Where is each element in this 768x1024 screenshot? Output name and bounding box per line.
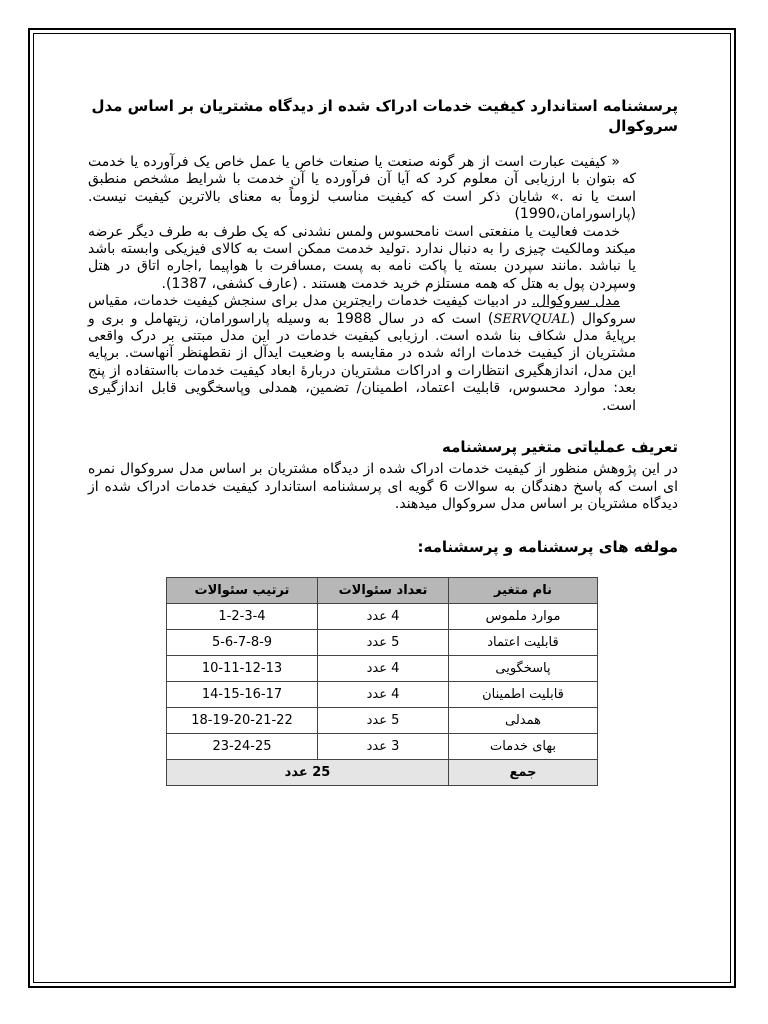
table-row — [167, 656, 598, 682]
operational-definition-text: در این پژوهش منظور از کیفیت خدمات ادراک شده از دیدگاه مشتریان بر اساس مدل سروکوال نمره ای است که پاسخ دهندگان به سوالات 6 گویه ای پرسشنامه استاندارد کیفیت خدمات ادراک شده از دیدگاه مشتریان بر اساس مدل سروکوال میدهند. — [88, 461, 678, 512]
table-row — [167, 734, 598, 760]
table-header-row — [167, 578, 598, 604]
servqual-text-b: ) است که در سال 1988 به وسیله پاراسورامان، زیتهامل و بری و برپایۀ مدل شکاف بنا شده است. ارزیابی کیفیت خدمات در این مدل مبتنی بر درک واقعی مشتریان از کیفیت خدمات ارائه شده در مقایسه با وضعیت ایدآل از نقطهنظر آنهاست. برپایه این مدل، اندازهگیری انتظارات و ادراکات مشتریان دربارۀ ابعاد کیفیت خدمات بااستفاده از پنج بعد: موارد محسوس، قابلیت اعتماد، اطمینان/ تضمین، همدلی وپاسخگویی قابل اندازگیری است. — [88, 310, 636, 414]
cell-question-order: 1-2-3-4 — [167, 604, 318, 630]
cell-variable-name: قابلیت اطمینان — [449, 682, 598, 708]
intro-block — [88, 154, 678, 415]
components-heading: مولفه های پرسشنامه و پرسشنامه: — [417, 538, 678, 557]
cell-variable-name: بهای خدمات — [449, 734, 598, 760]
cell-variable-name: موارد ملموس — [449, 604, 598, 630]
table-row — [167, 682, 598, 708]
table-row — [167, 708, 598, 734]
cell-question-count: 3 عدد — [318, 734, 449, 760]
operational-definition-section — [88, 437, 678, 513]
header-question-count: تعداد سئوالات — [318, 578, 449, 604]
header-variable-name: نام متغیر — [449, 578, 598, 604]
cell-question-order: 10-11-12-13 — [167, 656, 318, 682]
header-question-order: ترتیب سئوالات — [167, 578, 318, 604]
document-title: پرسشنامه استاندارد کیفیت خدمات ادراک شده از دیدگاه مشتریان بر اساس مدل سروکوال — [91, 97, 678, 135]
questionnaire-components-table — [166, 577, 598, 786]
cell-question-count: 4 عدد — [318, 604, 449, 630]
cell-question-count: 4 عدد — [318, 656, 449, 682]
service-definition-paragraph: خدمت فعالیت یا منفعتی است نامحسوس ولمس نشدنی که یک طرف به طرف دیگر عرضه میکند ومالکیت چیزی را به دنبال ندارد .تولید خدمت ممکن است به کالای فیزیکی وابسته باشد یا نباشد .مانند سپردن بسته یا پاکت نامه به پست ,مسافرت با هواپیما ,اجاره اتاق در هتل وسپردن پول به هتل که همه مستلزم خرید خدمت هستند . (عارف کشفی، 1387). — [88, 223, 636, 292]
cell-variable-name: قابلیت اعتماد — [449, 630, 598, 656]
table-row — [167, 604, 598, 630]
servqual-latin: SERVQUAL — [493, 311, 570, 327]
cell-question-count: 4 عدد — [318, 682, 449, 708]
servqual-text-a: در ادبیات کیفیت خدمات رایجترین مدل برای سنجش کیفیت خدمات، مقیاس سروکوال ( — [88, 293, 636, 327]
operational-definition-heading: تعریف عملیاتی متغیر پرسشنامه — [441, 438, 678, 457]
cell-question-order: 14-15-16-17 — [167, 682, 318, 708]
table-row — [167, 630, 598, 656]
cell-question-order: 18-19-20-21-22 — [167, 708, 318, 734]
cell-question-order: 23-24-25 — [167, 734, 318, 760]
cell-question-count: 5 عدد — [318, 630, 449, 656]
cell-variable-name: پاسخگویی — [449, 656, 598, 682]
quality-definition-paragraph: « کیفیت عبارت است از هر گونه صنعت یا صنعات خاص یا عمل خاص یک فرآورده یا خدمت که بتوان با ارزیابی آن معلوم کرد که آیا آن فرآورده یا آن خدمت با شرایط مشخص منطبق است یا نه .» شایان ذکر است که کیفیت مناسب لزوماً به معنای بالاترین کیفیت نیست. (پاراسورامان،1990) — [88, 154, 636, 223]
total-value: 25 عدد — [167, 760, 449, 786]
total-label: جمع — [449, 760, 598, 786]
cell-variable-name: همدلی — [449, 708, 598, 734]
cell-question-order: 5-6-7-8-9 — [167, 630, 318, 656]
document-body — [88, 90, 678, 786]
cell-question-count: 5 عدد — [318, 708, 449, 734]
table-total-row — [167, 760, 598, 786]
servqual-lead: مدل سروکوال. — [531, 293, 620, 310]
servqual-paragraph — [88, 293, 636, 415]
